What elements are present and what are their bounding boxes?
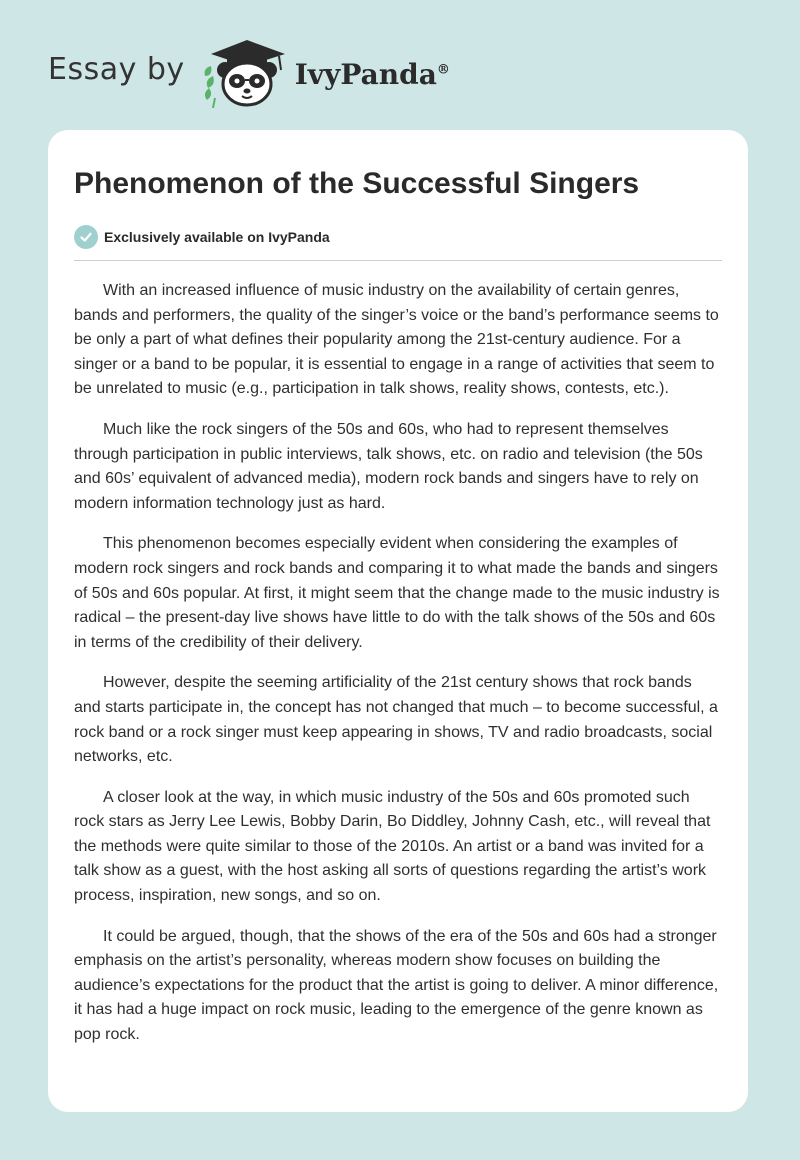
essay-body [74, 279, 722, 1048]
brand-name[interactable] [295, 58, 450, 91]
paragraph: Much like the rock singers of the 50s and 60s, who had to represent themselves through participation in public interviews, talk shows, etc. on radio and television (the 50s and 60s’ equivalent of advanced media), modern rock bands and singers have to rely on modern information technology just as hard. [74, 420, 703, 512]
divider [74, 260, 722, 261]
paragraph: This phenomenon becomes especially evident when considering the examples of modern rock singers and rock bands and comparing it to what made the bands and singers of 50s and 60s popular. At first, it might seem that the change made to the music industry is radical – the present-day live shows have little to do with the talk shows of the 50s and 60s in terms of the credibility of their delivery. [74, 535, 720, 651]
paragraph: However, despite the seeming artificiality of the 21st century shows that rock bands and starts participate in, the concept has not changed that much – to become successful, a rock band or a rock singer must keep appearing in shows, TV and radio broadcasts, social networks, etc. [74, 674, 718, 766]
essay-by-label: Essay by [48, 51, 185, 87]
exclusive-label: Exclusively available on IvyPanda [104, 229, 330, 245]
exclusive-badge [74, 224, 722, 250]
paragraph: With an increased influence of music industry on the availability of certain genres, bands and performers, the quality of the singer’s voice or the band’s performance seems to be only a part of what defines their popularity among the 21st-century audience. For a singer or a band to be popular, it is essential to engage in a range of activities that seem to be unrelated to music (e.g., participation in talk shows, reality shows, contests, etc.). [74, 282, 719, 398]
essay-card [48, 130, 748, 1112]
page-title: Phenomenon of the Successful Singers [74, 167, 640, 200]
paragraph: It could be argued, though, that the shows of the era of the 50s and 60s had a stronger emphasis on the artist’s personality, whereas modern show focuses on building the audience’s expectations for the product that the artist is going to deliver. A minor difference, it has had a huge impact on rock music, leading to the emergence of the genre known as pop rock. [74, 927, 719, 1044]
brand-label[interactable]: IvyPanda [294, 57, 437, 91]
site-header [48, 36, 450, 108]
checkmark-icon [74, 225, 98, 249]
panda-logo-icon[interactable] [199, 36, 291, 108]
paragraph: A closer look at the way, in which music industry of the 50s and 60s promoted such rock stars as Jerry Lee Lewis, Bobby Darin, Bo Diddley, Johnny Cash, etc., will reveal that the methods were quite similar to those of the 2010s. An artist or a band was invited for a talk show as a guest, with the host asking all sorts of questions regarding the artist’s work process, inspiration, new songs, and so on. [74, 788, 711, 905]
registered-mark: ® [436, 62, 450, 78]
